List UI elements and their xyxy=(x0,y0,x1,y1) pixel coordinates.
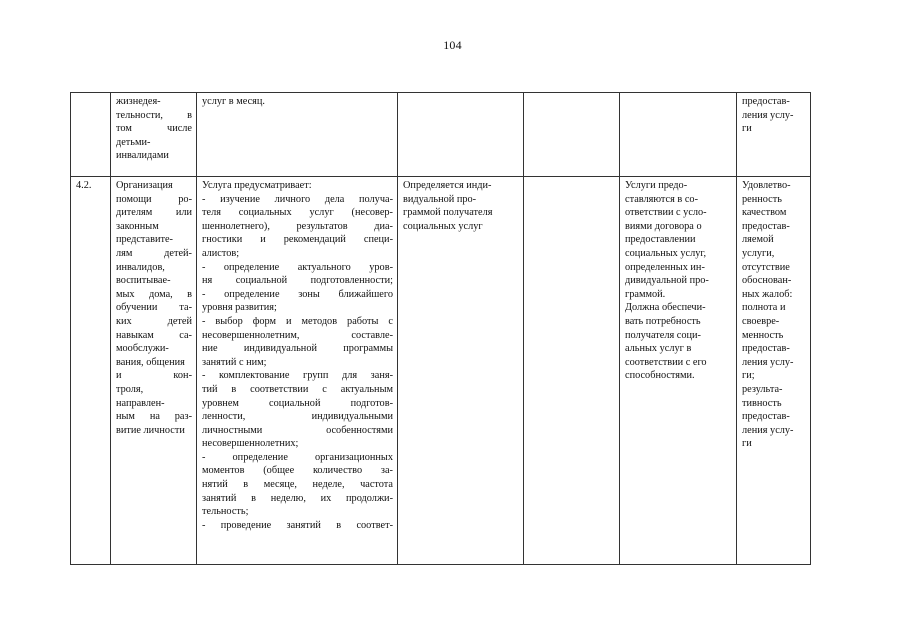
cell-text-line: - изучение личного дела получа- xyxy=(202,193,393,205)
cell-text-line: ких детей xyxy=(116,315,192,327)
cell-text-line: ления услу- xyxy=(742,356,794,368)
cell-service-conditions xyxy=(620,93,737,177)
cell-service-quality xyxy=(737,93,811,177)
cell-text-line: тивность xyxy=(742,397,782,409)
cell-text-line: граммой. xyxy=(625,288,666,300)
cell-service-conditions xyxy=(620,177,737,565)
cell-text-line: - проведение занятий в соответ- xyxy=(202,519,393,531)
cell-text-line: помощи ро- xyxy=(116,193,192,205)
cell-text-line: - комплектование групп для заня- xyxy=(202,370,393,382)
cell-text-line: Удовлетво- xyxy=(742,180,791,191)
cell-text-line: ответствии с усло- xyxy=(625,207,707,219)
cell-text-line: занятий в неделю, их продолжи- xyxy=(202,492,393,504)
cell-text-line: лям детей- xyxy=(116,247,192,259)
cell-text-line: несовершеннолетним, составле- xyxy=(202,329,393,341)
cell-text-line: Организация xyxy=(116,180,173,191)
cell-text-line: моментов (общее количество за- xyxy=(202,465,393,477)
cell-text-line: Услуги предо- xyxy=(625,180,688,191)
services-table xyxy=(70,92,811,565)
cell-service-volume xyxy=(398,177,524,565)
cell-text-line: мообслужи- xyxy=(116,343,169,355)
cell-text-line: услуг в месяц. xyxy=(202,96,265,107)
cell-text-line: дителям или xyxy=(116,207,192,219)
cell-number xyxy=(71,93,111,177)
cell-service-volume xyxy=(398,93,524,177)
cell-text-line: получателя соци- xyxy=(625,329,701,341)
cell-text-line: ления услу- xyxy=(742,424,794,436)
cell-text-line: - определение организационных xyxy=(202,451,393,463)
cell-text-line: троля, xyxy=(116,383,144,395)
cell-service-deadline xyxy=(524,177,620,565)
cell-text-line: ренность xyxy=(742,193,782,205)
cell-text-line: личностными особенностями xyxy=(202,424,393,436)
cell-text-line: законным xyxy=(116,220,159,232)
cell-text-line: видуальной про- xyxy=(403,193,477,205)
cell-text-line: навыкам са- xyxy=(116,329,192,341)
cell-text-line: предостав- xyxy=(742,96,790,107)
cell-text-line: Должна обеспечи- xyxy=(625,302,706,314)
cell-text-line: - определение зоны ближайшего xyxy=(202,288,393,300)
cell-text-line: детьми- xyxy=(116,136,151,148)
cell-text-line: вать потребность xyxy=(625,315,701,327)
cell-number: 4.2. xyxy=(71,177,111,565)
table-row xyxy=(71,93,811,177)
cell-text-line: мых дома, в xyxy=(116,288,192,300)
cell-text-line: гностики и рекомендаций специ- xyxy=(202,234,393,246)
cell-text-line: уровнем социальной подготов- xyxy=(202,397,393,409)
cell-text-line: социальных услуг, xyxy=(625,247,707,259)
cell-service-name xyxy=(111,177,197,565)
cell-text-line: - определение актуального уров- xyxy=(202,261,393,273)
cell-text-line: дивидуальной про- xyxy=(625,275,709,287)
cell-text-line: уровня развития; xyxy=(202,302,277,314)
cell-text-line: определенных ин- xyxy=(625,261,705,273)
cell-text-line: обоснован- xyxy=(742,275,792,287)
cell-text-line: занятий с ним; xyxy=(202,356,267,368)
cell-text-line: тий в соответствии с актуальным xyxy=(202,383,393,395)
cell-text-line: социальных услуг xyxy=(403,220,483,232)
cell-text-line: предостав- xyxy=(742,220,790,232)
cell-text-line: предостав- xyxy=(742,343,790,355)
cell-text-line: отсутствие xyxy=(742,261,790,273)
cell-text-line: - выбор форм и методов работы с xyxy=(202,315,393,327)
cell-text-line: предоставлении xyxy=(625,234,696,246)
cell-text-line: витие личности xyxy=(116,424,185,436)
cell-text-line: ляемой xyxy=(742,234,774,246)
cell-text-line: способностями. xyxy=(625,370,695,382)
cell-text-line: менность xyxy=(742,329,784,341)
cell-text-line: Услуга предусматривает: xyxy=(202,180,312,191)
cell-service-name xyxy=(111,93,197,177)
cell-text-line: ления услу- xyxy=(742,109,794,121)
cell-service-deadline xyxy=(524,93,620,177)
cell-text-line: ных жалоб: xyxy=(742,288,793,300)
cell-text-line: ние индивидуальной программы xyxy=(202,343,393,355)
cell-text-line: качеством xyxy=(742,207,787,219)
cell-service-description xyxy=(197,93,398,177)
cell-text-line: ставляются в со- xyxy=(625,193,699,205)
cell-text-line: инвалидами xyxy=(116,150,169,162)
cell-text-line: результа- xyxy=(742,383,783,395)
table-row xyxy=(71,177,811,565)
cell-text-line: теля социальных услуг (несовер- xyxy=(202,207,393,219)
cell-text-line: альных услуг в xyxy=(625,343,692,355)
cell-service-quality xyxy=(737,177,811,565)
cell-text-line: несовершеннолетних; xyxy=(202,438,299,450)
cell-text-line: вания, общения xyxy=(116,356,185,368)
cell-text-line: алистов; xyxy=(202,247,240,259)
cell-text-line: граммой получателя xyxy=(403,207,493,219)
cell-text-line: обучении та- xyxy=(116,302,192,314)
cell-text-line: тельности, в xyxy=(116,109,192,121)
cell-text-line: Определяется инди- xyxy=(403,180,492,191)
cell-text-line: и кон- xyxy=(116,370,192,382)
cell-text-line: тельность; xyxy=(202,506,249,518)
cell-text-line: шеннолетнего), результатов диа- xyxy=(202,220,393,232)
cell-text-line: услуги, xyxy=(742,247,775,259)
cell-text-line: ным на раз- xyxy=(116,411,192,423)
cell-text-line: полнота и xyxy=(742,302,786,314)
cell-text-line: ги xyxy=(742,123,752,135)
cell-text-line: нятий в месяце, неделе, частота xyxy=(202,479,393,491)
cell-text-line: виями договора о xyxy=(625,220,702,232)
cell-text-line: ня социальной подготовленности; xyxy=(202,275,393,287)
page-number: 104 xyxy=(443,38,462,52)
cell-text-line: том числе xyxy=(116,123,192,135)
cell-text-line: инвалидов, xyxy=(116,261,165,273)
cell-text-line: ги xyxy=(742,438,752,450)
cell-text-line: предостав- xyxy=(742,411,790,423)
cell-text-line: ленности, индивидуальными xyxy=(202,411,393,423)
cell-text-line: представите- xyxy=(116,234,173,246)
cell-text-line: своевре- xyxy=(742,315,780,327)
cell-text-line: направлен- xyxy=(116,397,165,409)
cell-text-line: жизнедея- xyxy=(116,96,161,107)
cell-text-line: соответствии с его xyxy=(625,356,707,368)
cell-text-line: ги; xyxy=(742,370,755,382)
cell-service-description xyxy=(197,177,398,565)
cell-text-line: воспитывае- xyxy=(116,275,171,287)
